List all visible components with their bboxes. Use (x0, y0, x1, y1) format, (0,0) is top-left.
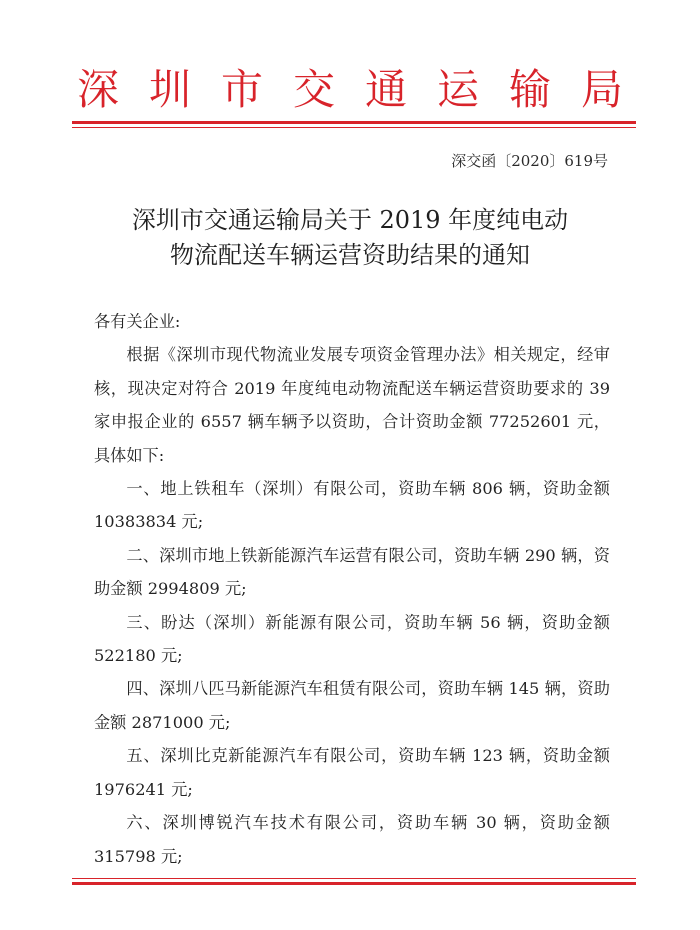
document-body (94, 305, 610, 873)
letterhead-divider-thick (72, 121, 636, 124)
letterhead-title: 深圳市交通运输局 (76, 65, 653, 114)
subsidy-item-1: 一、地上铁租车（深圳）有限公司，资助车辆 806 辆，资助金额 10383834 元; (94, 479, 610, 532)
intro-paragraph: 根据《深圳市现代物流业发展专项资金管理办法》相关规定，经审核，现决定对符合 2019 年度纯电动物流配送车辆运营资助要求的 39 家申报企业的 6557 辆车辆予以资助，合计资助金额 77252601 元，具体如下: (94, 345, 610, 465)
footer-divider-thin (72, 878, 636, 879)
subsidy-item-3: 三、盼达（深圳）新能源有限公司，资助车辆 56 辆，资助金额 522180 元; (94, 612, 610, 666)
document-title (0, 203, 700, 273)
subsidy-item-2: 二、深圳市地上铁新能源汽车运营有限公司，资助车辆 290 辆，资助金额 2994809 元; (94, 545, 610, 599)
subsidy-item-4: 四、深圳八匹马新能源汽车租赁有限公司，资助车辆 145 辆，资助金额 2871000 元; (94, 679, 610, 732)
document-title-line-1: 深圳市交通运输局关于 2019 年度纯电动 (131, 206, 569, 234)
subsidy-item-5: 五、深圳比克新能源汽车有限公司，资助车辆 123 辆，资助金额 1976241 元; (94, 746, 610, 799)
subsidy-item-6: 六、深圳博锐汽车技术有限公司，资助车辆 30 辆，资助金额 315798 元; (94, 813, 610, 866)
salutation: 各有关企业: (94, 312, 181, 331)
document-title-line-2: 物流配送车辆运营资助结果的通知 (170, 241, 530, 269)
document-number: 深交函〔2020〕619号 (451, 152, 608, 170)
letterhead-divider-thin (72, 127, 636, 128)
footer-divider-thick (72, 882, 636, 885)
